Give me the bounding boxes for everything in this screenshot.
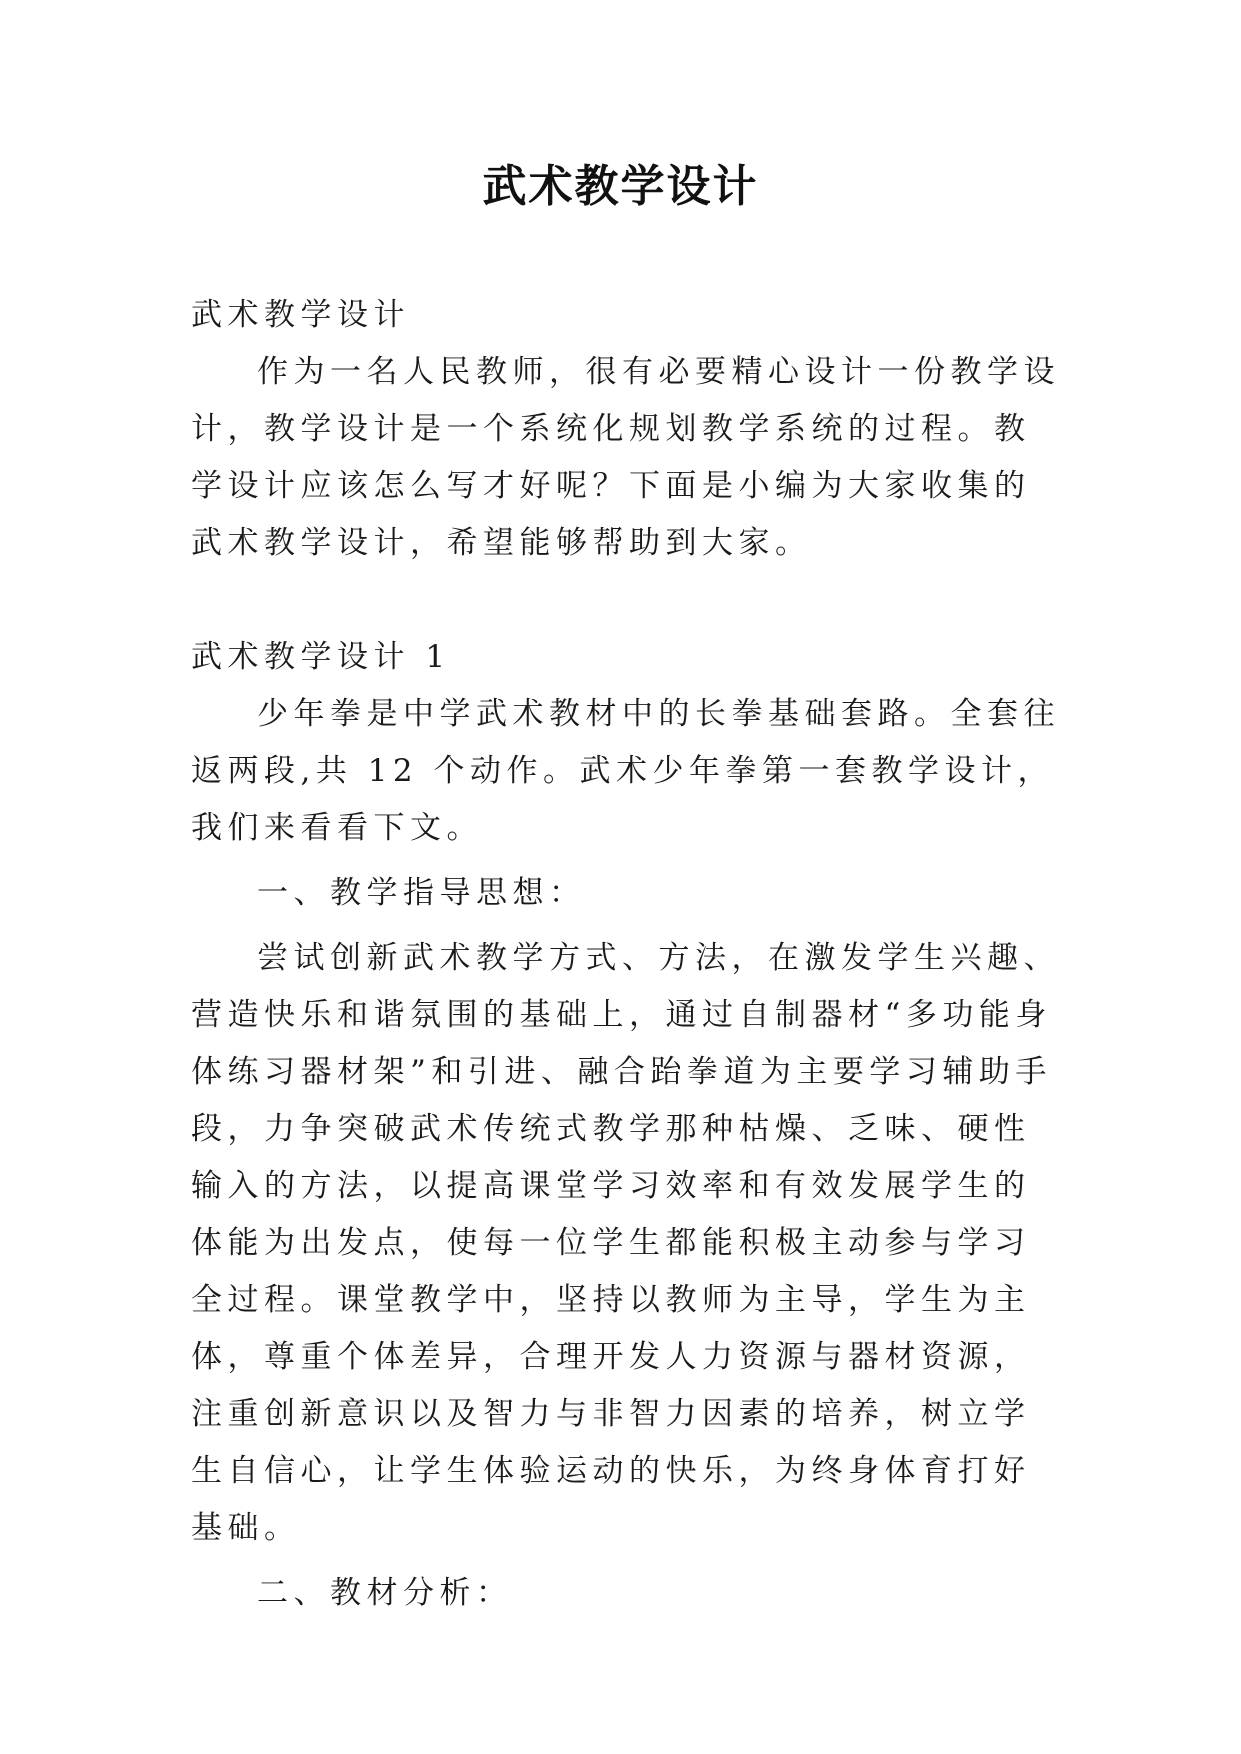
heading-teaching-guidance: 一、教学指导思想： bbox=[257, 875, 586, 911]
document-body bbox=[191, 287, 1061, 1622]
document-title: 武术教学设计 bbox=[482, 161, 759, 212]
paragraph-intro: 作为一名人民教师，很有必要精心设计一份教学设计，教学设计是一个系统化规划教学系统的过程。教学设计应该怎么写才好呢？下面是小编为大家收集的武术教学设计，希望能够帮助到大家。 bbox=[191, 354, 1060, 561]
paragraph-subtitle: 武术教学设计 bbox=[191, 297, 410, 333]
section-heading-design-1: 武术教学设计 1 bbox=[191, 639, 451, 675]
paragraph-design-1-intro: 少年拳是中学武术教材中的长拳基础套路。全套往返两段,共 12 个动作。武术少年拳第一套教学设计，我们来看看下文。 bbox=[191, 696, 1060, 846]
heading-material-analysis: 二、教材分析： bbox=[257, 1575, 513, 1611]
paragraph-teaching-guidance: 尝试创新武术教学方式、方法，在激发学生兴趣、营造快乐和谐氛围的基础上，通过自制器材“多功能身体练习器材架”和引进、融合跆拳道为主要学习辅助手段，力争突破武术传统式教学那种枯燥、乏味、硬性输入的方法，以提高课堂学习效率和有效发展学生的体能为出发点，使每一位学生都能积极主动参与学习全过程。课堂教学中，坚持以教师为主导，学生为主体，尊重个体差异，合理开发人力资源与器材资源，注重创新意识以及智力与非智力因素的培养，树立学生自信心，让学生体验运动的快乐，为终身体育打好基础。 bbox=[191, 940, 1060, 1546]
